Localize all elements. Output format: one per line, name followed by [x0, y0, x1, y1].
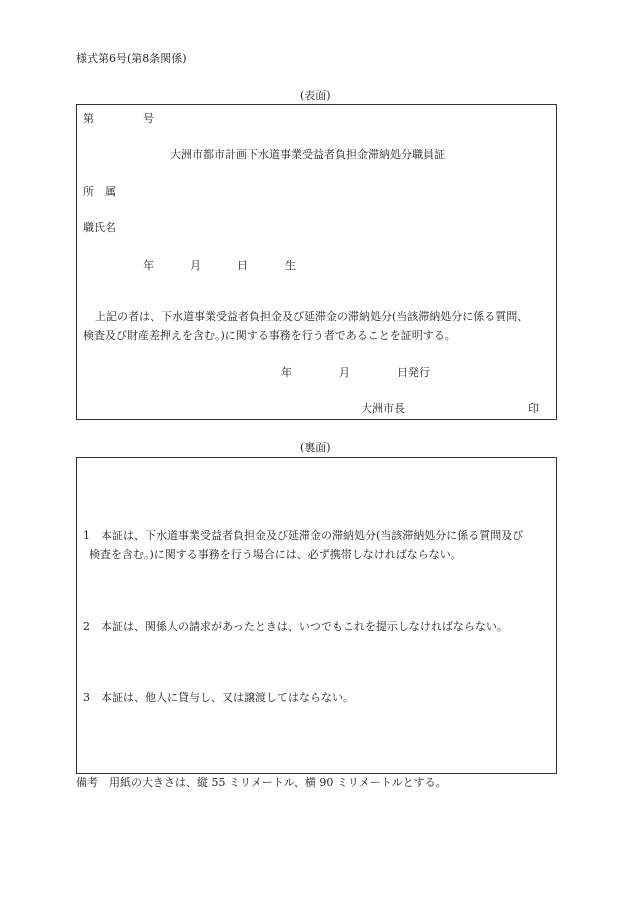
remarks-note: 備考 用紙の大きさは、縦 55 ミリメートル、横 90 ミリメートルとする。 [76, 776, 447, 789]
statement-line1: 上記の者は、下水道事業受益者負担金及び延滞金の滞納処分(当該滞納処分に係る質問、 [95, 310, 529, 323]
back-heading: (裏面) [300, 441, 331, 454]
mayor-label: 大洲市長 [361, 402, 405, 415]
statement-line2: 検査及び財産差押えを含む。)に関する事務を行う者であることを証明する。 [83, 329, 456, 342]
certificate-title: 大洲市都市計画下水道事業受益者負担金滞納処分職員証 [170, 148, 445, 161]
number-go: 号 [143, 112, 154, 125]
form-number: 様式第6号(第8条関係) [76, 52, 187, 65]
back-item2: 2 本証は、関係人の請求があったときは、いつでもこれを提示しなければならない。 [83, 620, 508, 633]
back-item1-line1: 1 本証は、下水道事業受益者負担金及び延滞金の滞納処分(当該滞納処分に係る質問及び [83, 529, 524, 542]
birth-day: 日 [237, 259, 248, 272]
birth-month: 月 [190, 259, 201, 272]
birth-sei: 生 [285, 259, 296, 272]
birth-year: 年 [143, 259, 154, 272]
back-item1-line2: 検査を含む。)に関する事務を行う場合には、必ず携帯しなければならない。 [89, 548, 462, 561]
issue-day: 日発行 [397, 366, 430, 379]
back-item3: 3 本証は、他人に貸与し、又は譲渡してはならない。 [83, 691, 354, 704]
back-card [76, 457, 557, 774]
seal-mark: 印 [528, 402, 539, 415]
issue-year: 年 [281, 366, 292, 379]
issue-month: 月 [339, 366, 350, 379]
name-label: 職氏名 [83, 221, 116, 234]
affiliation-label: 所 属 [83, 185, 116, 198]
front-card [76, 104, 557, 420]
front-heading: (表面) [300, 89, 331, 102]
number-dai: 第 [83, 112, 94, 125]
